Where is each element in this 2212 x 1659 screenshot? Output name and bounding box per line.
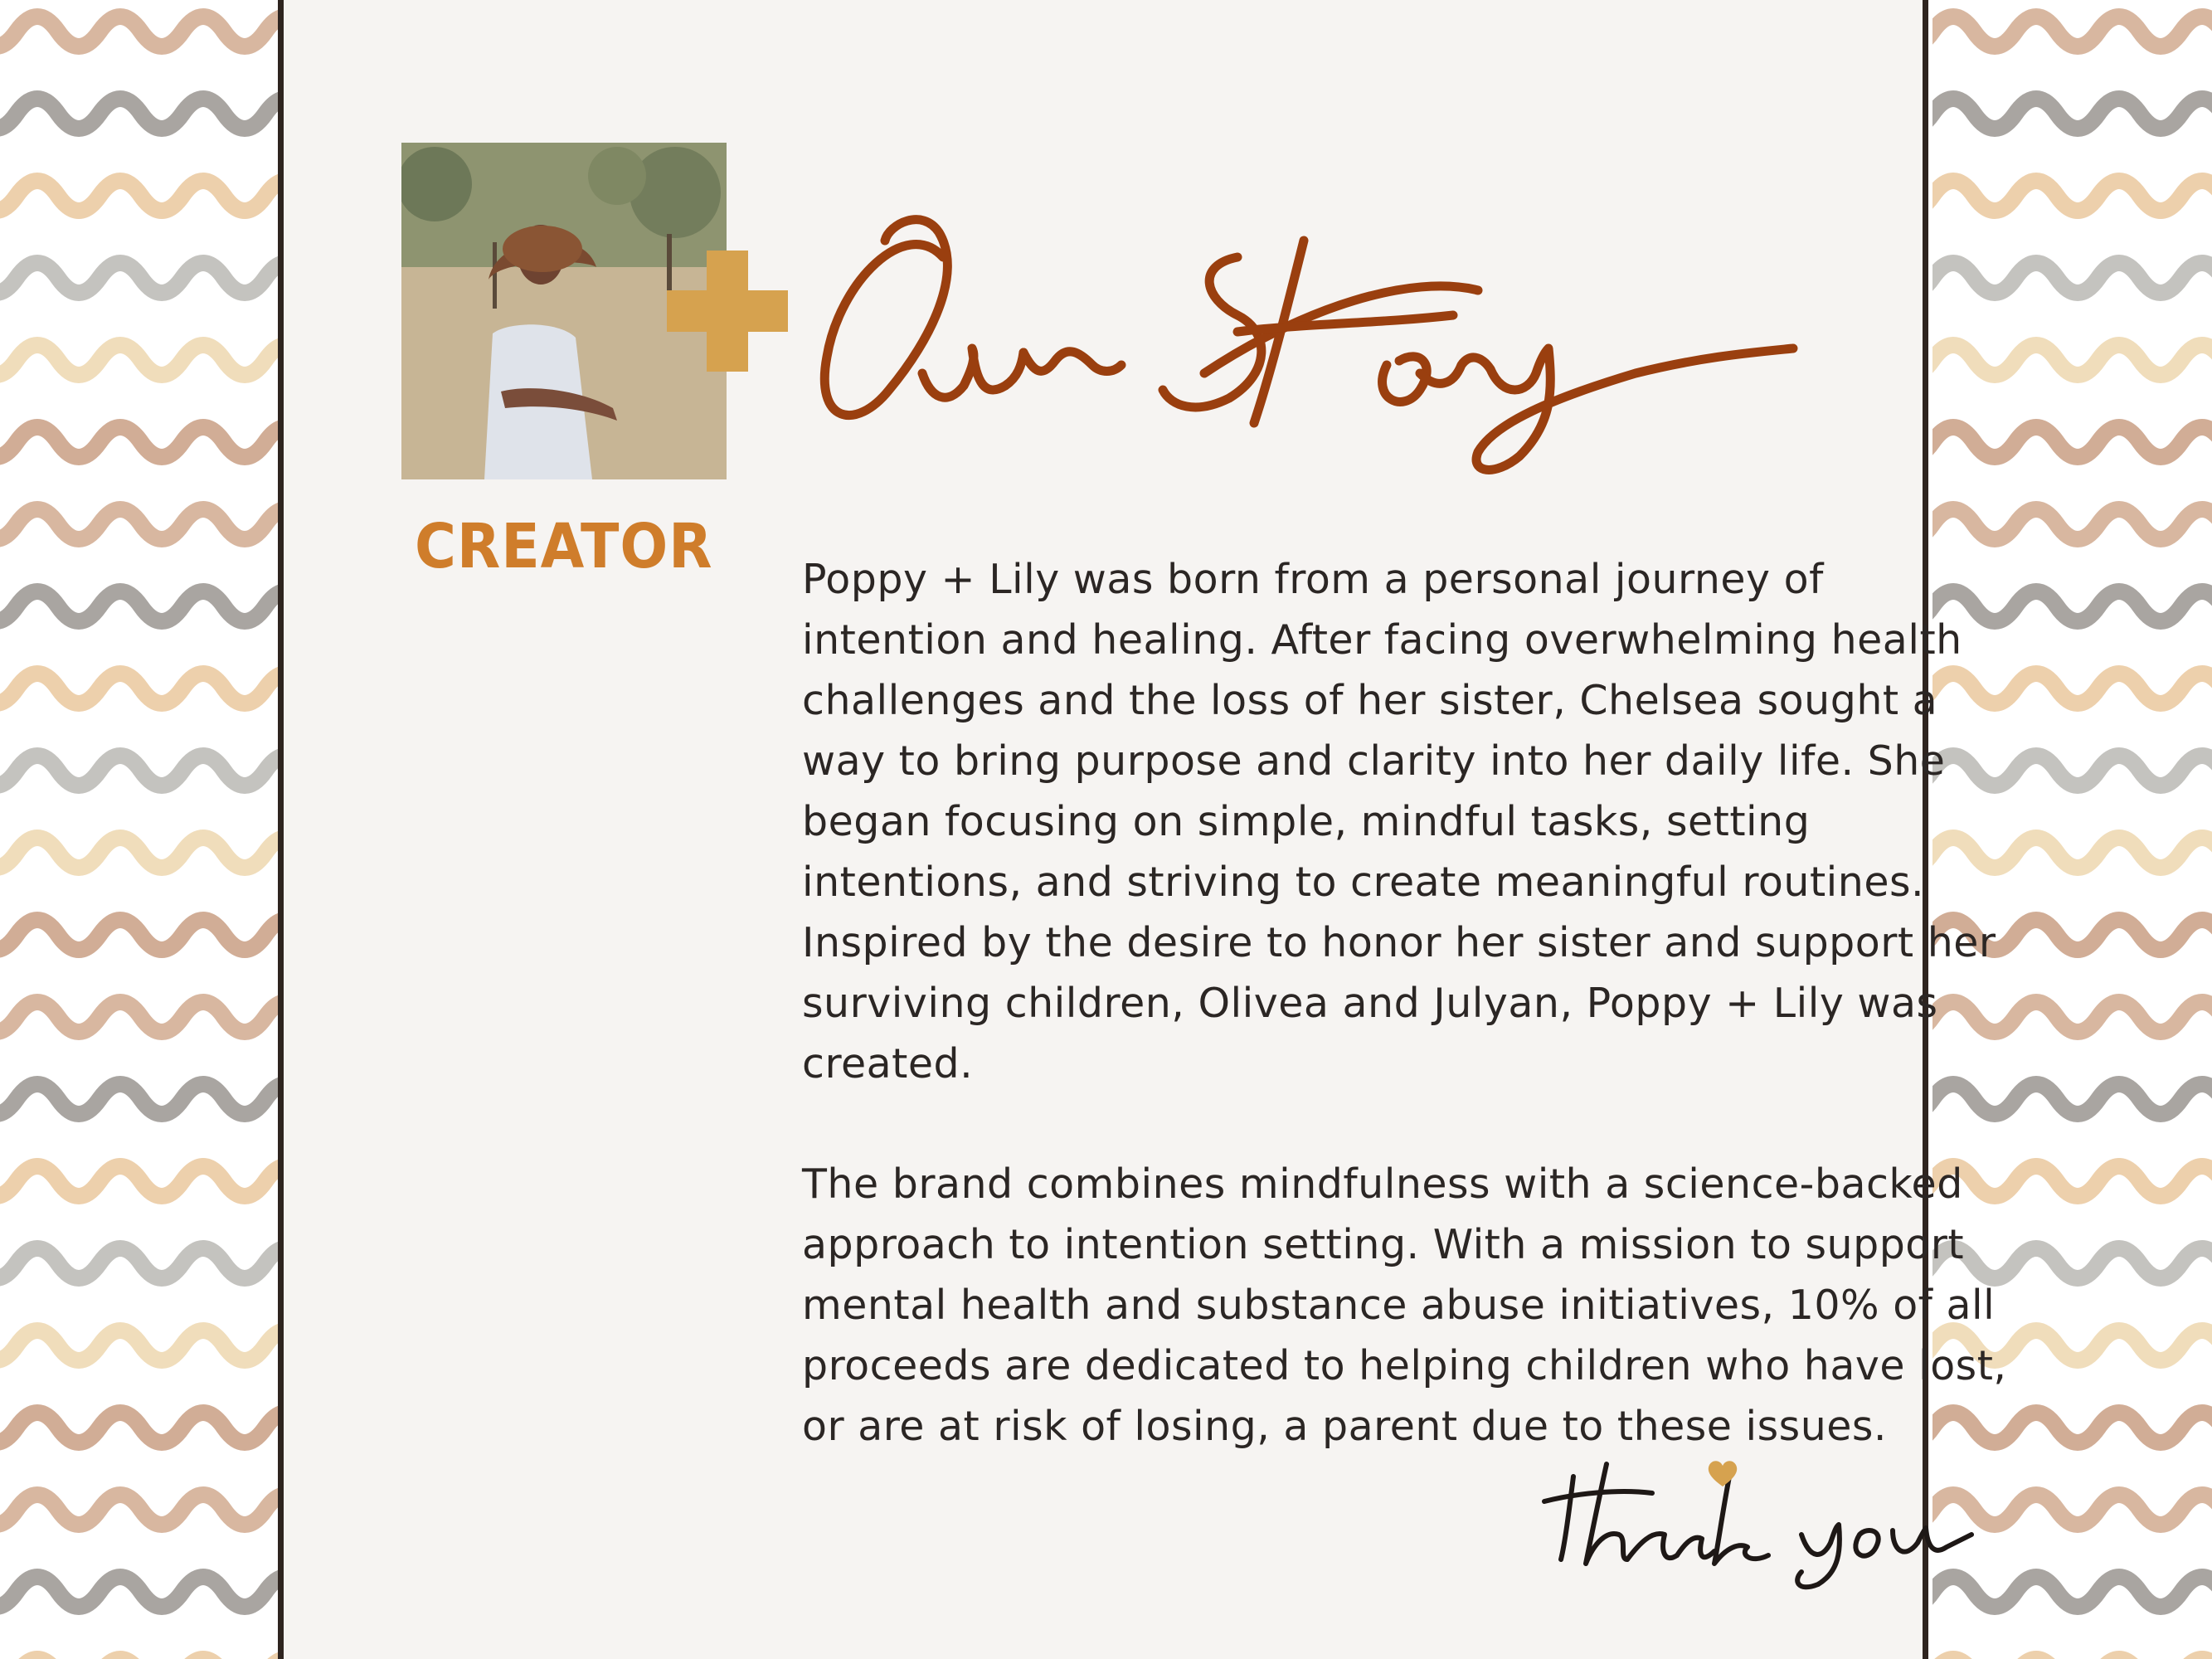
- wave-stripe: [0, 345, 278, 375]
- wave-stripe: [0, 1084, 278, 1114]
- wave-stripe: [0, 920, 278, 950]
- wave-stripe: [0, 1248, 278, 1278]
- thank-you-signature: [1528, 1452, 2017, 1593]
- wave-stripe: [0, 1002, 278, 1032]
- story-body: [802, 549, 2021, 1516]
- thank-you-text: [1528, 1452, 2017, 1539]
- wave-stripe: [0, 674, 278, 703]
- wave-stripe: [1932, 181, 2212, 211]
- wave-stripe: [0, 838, 278, 868]
- wave-stripe: [1932, 17, 2212, 46]
- wave-pattern-left: [0, 0, 278, 1659]
- story-paragraph-2: The brand combines mindfulness with a science-backed approach to intention setting. With a mission to support mental health and substance abuse initiatives, 10% of all proceeds are dedicated to helping children who have lost, or are at risk of losing, a parent due to these issues.: [802, 1160, 2007, 1450]
- plus-icon: [667, 251, 788, 372]
- wave-stripe: [0, 1331, 278, 1360]
- heart-icon: [1706, 1458, 1739, 1488]
- story-panel: [278, 0, 2007, 1659]
- wave-stripe: [0, 509, 278, 539]
- wave-stripe: [0, 591, 278, 621]
- page-title: [806, 207, 1984, 489]
- wave-stripe: [0, 263, 278, 293]
- wave-stripe: [0, 756, 278, 786]
- creator-label: CREATOR: [415, 511, 713, 582]
- wave-stripe: [1932, 509, 2212, 539]
- wave-stripe: [0, 1413, 278, 1443]
- wave-stripe: [0, 427, 278, 457]
- wave-stripe: [0, 17, 278, 46]
- page-title-text: [806, 207, 1984, 473]
- wave-stripe: [0, 1577, 278, 1607]
- wave-stripe: [0, 181, 278, 211]
- wave-stripe: [0, 99, 278, 129]
- wave-stripe: [0, 1495, 278, 1525]
- wave-stripe: [1932, 99, 2212, 129]
- story-paragraph-1: Poppy + Lily was born from a personal journey of intention and healing. After facing overwhelming health challenges and the loss of her sister, Chelsea sought a way to bring purpose and clarity into her daily life. She began focusing on simple, mindful tasks, setting intentions, and striving to create meaningful routines. Inspired by the desire to honor her sister and support her surviving children, Olivea and Julyan, Poppy + Lily was created.: [802, 556, 1996, 1087]
- wave-stripe: [0, 1166, 278, 1196]
